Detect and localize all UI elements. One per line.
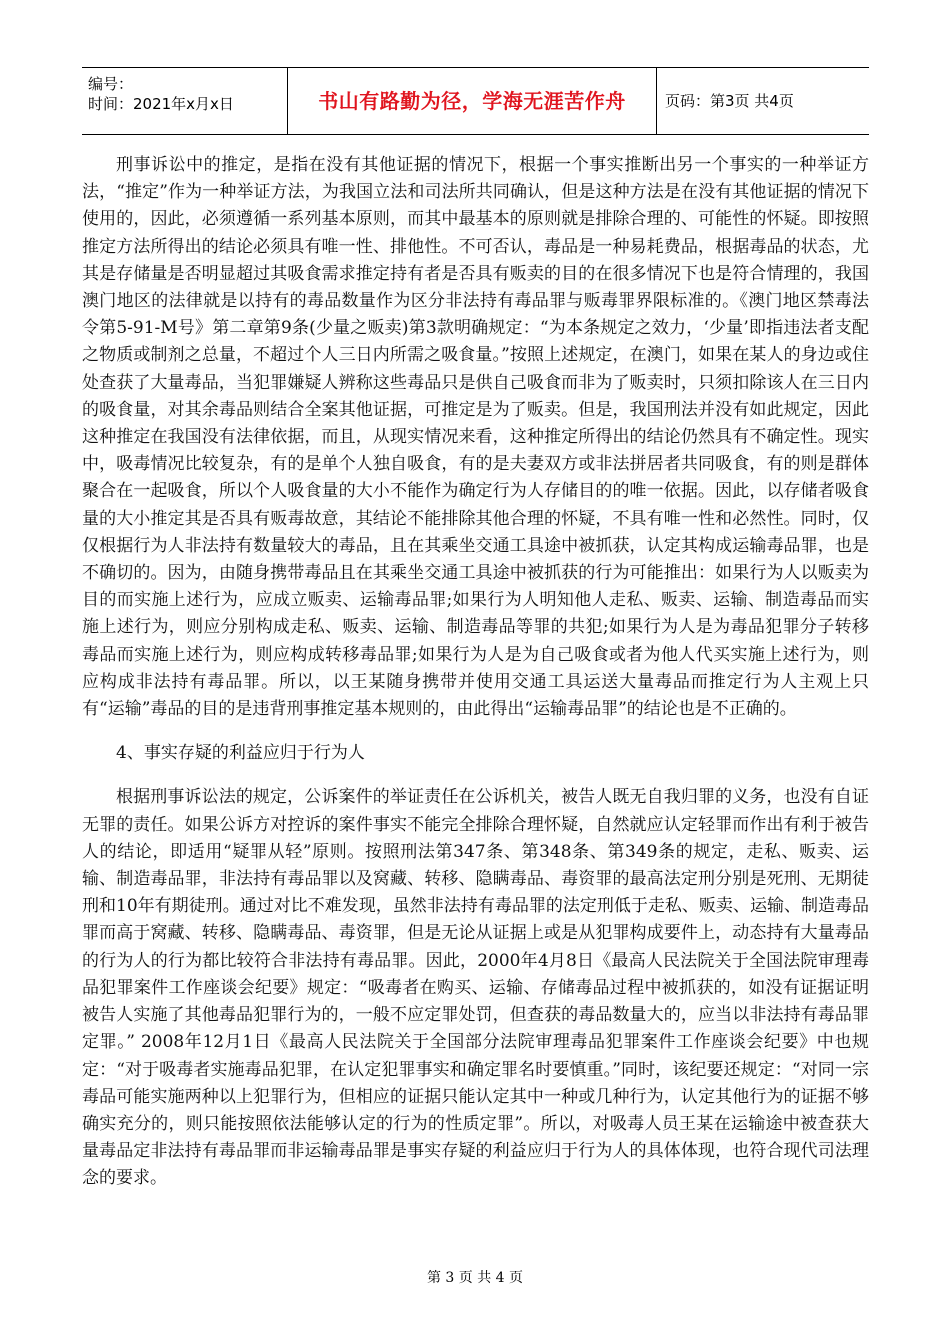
document-number-label: 编号：	[88, 75, 134, 93]
section-heading: 4、事实存疑的利益应归于行为人	[116, 743, 365, 764]
body-paragraph: 刑事诉讼中的推定，是指在没有其他证据的情况下，根据一个事实推断出另一个事实的一种举证方法，“推定”作为一种举证方法，为我国立法和司法所共同确认，但是这种方法是在没有其他证据的情况下使用的，因此，必须遵循一系列基本原则，而其中最基本的原则就是排除合理的、可能性的怀疑。即按照推定方法所得出的结论必须具有唯一性、排他性。不可否认，毒品是一种易耗费品，根据毒品的状态，尤其是存储量是否明显超过其吸食需求推定持有者是否具有贩卖的目的在很多情况下也是符合情理的，我国澳门地区的法律就是以持有的毒品数量作为区分非法持有毒品罪与贩毒罪界限标准的。《澳门地区禁毒法令第5-91-M号》第二章第9条(少量之贩卖)第3款明确规定：“为本条规定之效力，‘少量’即指违法者支配之物质或制剂之总量，不超过个人三日内所需之吸食量。”按照上述规定，在澳门，如果在某人的身边或住处查获了大量毒品，当犯罪嫌疑人辨称这些毒品只是供自己吸食而非为了贩卖时，只须扣除该人在三日内的吸食量，对其余毒品则结合全案其他证据，可推定是为了贩卖。但是，我国刑法并没有如此规定，因此这种推定在我国没有法律依据，而且，从现实情况来看，这种推定所得出的结论仍然具有不确定性。现实中，吸毒情况比较复杂，有的是单个人独自吸食，有的是夫妻双方或非法拼居者共同吸食，有的则是群体聚合在一起吸食，所以个人吸食量的大小不能作为确定行为人存储目的的唯一依据。因此，以存储者吸食量的大小推定其是否具有贩毒故意，其结论不能排除其他合理的怀疑，不具有唯一性和必然性。同时，仅仅根据行为人非法持有数量较大的毒品，且在其乘坐交通工具途中被抓获，认定其构成运输毒品罪，也是不确切的。因为，由随身携带毒品且在其乘坐交通工具途中被抓获的行为可能推出：如果行为人以贩卖为目的而实施上述行为，应成立贩卖、运输毒品罪;如果行为人明知他人走私、贩卖、运输、制造毒品而实施上述行为，则应分别构成走私、贩卖、运输、制造毒品等罪的共犯;如果行为人是为毒品犯罪分子转移毒品而实施上述行为，则应构成转移毒品罪;如果行为人是为自己吸食或者为他人代买实施上述行为，则应构成非法持有毒品罪。所以，以王某随身携带并使用交通工具运送大量毒品而推定行为人主观上只有“运输”毒品的目的是违背刑事推定基本规则的，由此得出“运输毒品罪”的结论也是不正确的。	[82, 155, 869, 720]
document-time-label: 时间：2021年x月x日	[88, 95, 234, 113]
body-paragraph: 根据刑事诉讼法的规定，公诉案件的举证责任在公诉机关，被告人既无自我归罪的义务，也没有自证无罪的责任。如果公诉方对控诉的案件事实不能完全排除合理怀疑，自然就应认定轻罪而作出有利于被告人的结论，即适用“疑罪从轻”原则。按照刑法第347条、第348条、第349条的规定，走私、贩卖、运输、制造毒品罪，非法持有毒品罪以及窝藏、转移、隐瞒毒品、毒资罪的最高法定刑分别是死刑、无期徒刑和10年有期徒刑。通过对比不难发现，虽然非法持有毒品罪的法定刑低于走私、贩卖、运输、制造毒品罪而高于窝藏、转移、隐瞒毒品、毒资罪，但是无论从证据上或是从犯罪构成要件上，动态持有大量毒品的行为人的行为都比较符合非法持有毒品罪。因此，2000年4月8日《最高人民法院关于全国法院审理毒品犯罪案件工作座谈会纪要》规定：“吸毒者在购买、运输、存储毒品过程中被抓获的，如没有证据证明被告人实施了其他毒品犯罪行为的，一般不应定罪处罚，但查获的毒品数量大的，应当以非法持有毒品罪定罪。” 2008年12月1日《最高人民法院关于全国部分法院审理毒品犯罪案件工作座谈会纪要》中也规定：“对于吸毒者实施毒品犯罪，在认定犯罪事实和确定罪名时要慎重。”同时，该纪要还规定：“对同一宗毒品可能实施两种以上犯罪行为，但相应的证据只能认定其中一种或几种行为，认定其他行为的证据不够确实充分的，则只能按照依法能够认定的行为的性质定罪”。所以，对吸毒人员王某在运输途中被查获大量毒品定非法持有毒品罪而非运输毒品罪是事实存疑的利益应归于行为人的具体体现，也符合现代司法理念的要求。	[82, 787, 869, 1189]
header-motto: 书山有路勤为径，学海无涯苦作舟	[318, 89, 626, 113]
header-meta	[88, 74, 288, 114]
page-header	[82, 67, 869, 135]
page-footer: 第 3 页 共 4 页	[426, 1270, 524, 1286]
document-body	[82, 152, 869, 1193]
header-divider-right	[656, 68, 657, 134]
header-page-number: 页码：第3页 共4页	[665, 92, 794, 110]
